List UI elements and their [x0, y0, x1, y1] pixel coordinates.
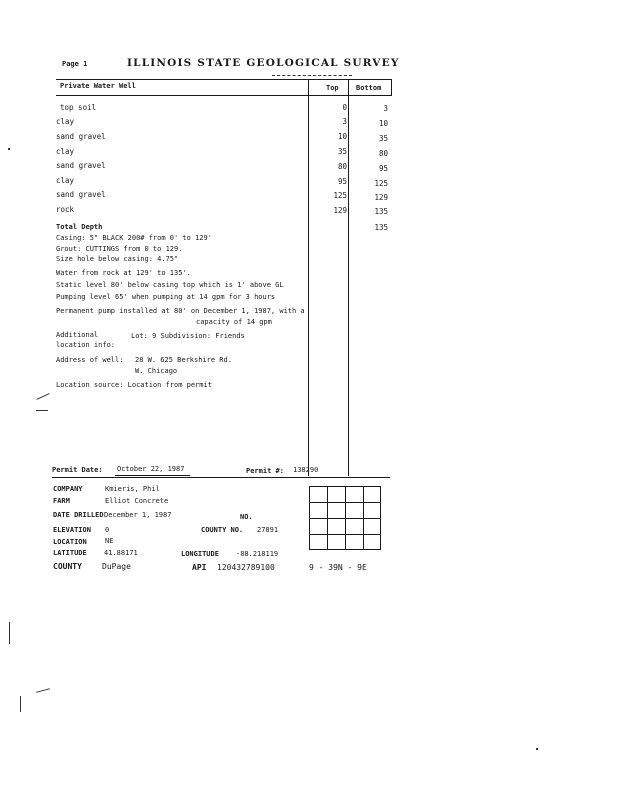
- scan-speck: [8, 148, 10, 150]
- company-label: COMPANY: [53, 485, 83, 493]
- address-line-2: W. Chicago: [135, 367, 178, 375]
- formation-top: 80: [337, 162, 347, 171]
- page-label: Page 1: [62, 60, 88, 68]
- column-divider-right: [348, 80, 349, 476]
- formation-name: clay: [56, 117, 75, 126]
- farm-label: FARM: [53, 497, 70, 505]
- formation-bottom: 35: [378, 134, 388, 143]
- scan-speck: [20, 696, 21, 712]
- hole-size-note: Size hole below casing: 4.75": [56, 255, 179, 263]
- formation-name: sand gravel: [56, 190, 106, 199]
- company-value: Kmieris, Phil: [105, 485, 160, 493]
- farm-value: Elliot Concrete: [105, 497, 169, 505]
- casing-note: Casing: 5" BLACK 200# from 0' to 129': [56, 234, 212, 242]
- location-value: NE: [105, 537, 114, 545]
- column-divider-edge: [391, 80, 392, 96]
- api-value: 120432789100: [217, 563, 275, 572]
- formation-bottom: 3: [383, 104, 388, 113]
- date-drilled-value: December 1, 1987: [104, 511, 172, 519]
- permit-rule: [52, 477, 390, 478]
- column-header-bottom: Bottom: [356, 84, 382, 92]
- column-divider-left: [308, 80, 309, 476]
- elevation-label: ELEVATION: [53, 526, 91, 534]
- formation-top: 129: [333, 206, 347, 215]
- formation-bottom: 135: [374, 207, 388, 216]
- section-label: Private Water Well: [60, 82, 136, 90]
- latitude-value: 41.88171: [104, 549, 138, 557]
- address-label: Address of well:: [56, 356, 124, 364]
- formation-bottom: 95: [378, 164, 388, 173]
- scan-speck: [36, 688, 50, 693]
- grout-note: Grout: CUTTINGS from 0 to 129.: [56, 245, 183, 253]
- water-note: Water from rock at 129' to 135'.: [56, 269, 191, 277]
- total-depth-value: 135: [374, 223, 388, 232]
- total-depth-label: Total Depth: [56, 223, 103, 231]
- county-value: DuPage: [102, 562, 131, 571]
- formation-top: 10: [337, 132, 347, 141]
- formation-name: sand gravel: [56, 161, 106, 170]
- location-source: Location source: Location from permit: [56, 381, 212, 389]
- formation-bottom: 80: [378, 149, 388, 158]
- address-line-1: 28 W. 625 Berkshire Rd.: [135, 356, 232, 364]
- formation-bottom: 10: [378, 119, 388, 128]
- longitude-value: -88.218119: [236, 550, 279, 558]
- formation-top: 35: [337, 147, 347, 156]
- formation-top: 0: [342, 103, 347, 112]
- table-header-rule: [56, 95, 392, 96]
- latitude-label: LATITUDE: [53, 549, 87, 557]
- static-level-note: Static level 80' below casing top which is 1' above GL: [56, 281, 284, 289]
- additional-value: Lot: 9 Subdivision: Friends: [131, 332, 245, 340]
- scan-speck: [36, 393, 49, 400]
- formation-top: 95: [337, 177, 347, 186]
- formation-name: sand gravel: [56, 132, 106, 141]
- formation-bottom: 129: [374, 193, 388, 202]
- formation-bottom: 125: [374, 179, 388, 188]
- header-rule: [56, 79, 392, 80]
- additional-label-2: location info:: [56, 341, 116, 349]
- document-title: ILLINOIS STATE GEOLOGICAL SURVEY: [127, 57, 400, 69]
- column-header-top: Top: [326, 84, 339, 92]
- date-drilled-label: DATE DRILLED: [53, 511, 104, 519]
- longitude-label: LONGITUDE: [181, 550, 219, 558]
- permit-date-underline: [115, 475, 190, 476]
- permit-date-label: Permit Date:: [52, 466, 103, 474]
- formation-name: clay: [56, 176, 75, 185]
- formation-name: clay: [56, 147, 75, 156]
- formation-name: top soil: [60, 103, 97, 112]
- permit-number-value: 138290: [293, 466, 319, 474]
- pumping-level-note: Pumping level 65' when pumping at 14 gpm for 3 hours: [56, 293, 276, 301]
- additional-label: Additional: [56, 331, 99, 339]
- county-number-label: COUNTY NO.: [201, 526, 244, 534]
- formation-name: rock: [56, 205, 75, 214]
- api-label: API: [192, 563, 207, 572]
- county-label: COUNTY: [53, 562, 82, 571]
- township-range: 9 - 39N - 9E: [309, 563, 367, 572]
- permit-number-label: Permit #:: [246, 467, 284, 475]
- permit-date-value: October 22, 1987: [117, 465, 185, 473]
- scan-speck: [9, 622, 10, 644]
- scan-speck: [536, 748, 538, 750]
- pump-capacity-note: capacity of 14 gpm: [196, 318, 272, 326]
- well-number-label: NO.: [240, 513, 253, 521]
- header-dash-line: [272, 75, 352, 76]
- section-grid: [309, 486, 381, 550]
- formation-top: 3: [342, 117, 347, 126]
- elevation-value: 0: [105, 526, 110, 534]
- county-number-value: 27891: [257, 526, 279, 534]
- location-label: LOCATION: [53, 538, 87, 546]
- scan-speck: [36, 410, 48, 411]
- formation-top: 125: [333, 191, 347, 200]
- pump-note: Permanent pump installed at 80' on December 1, 1987, with a: [56, 307, 305, 315]
